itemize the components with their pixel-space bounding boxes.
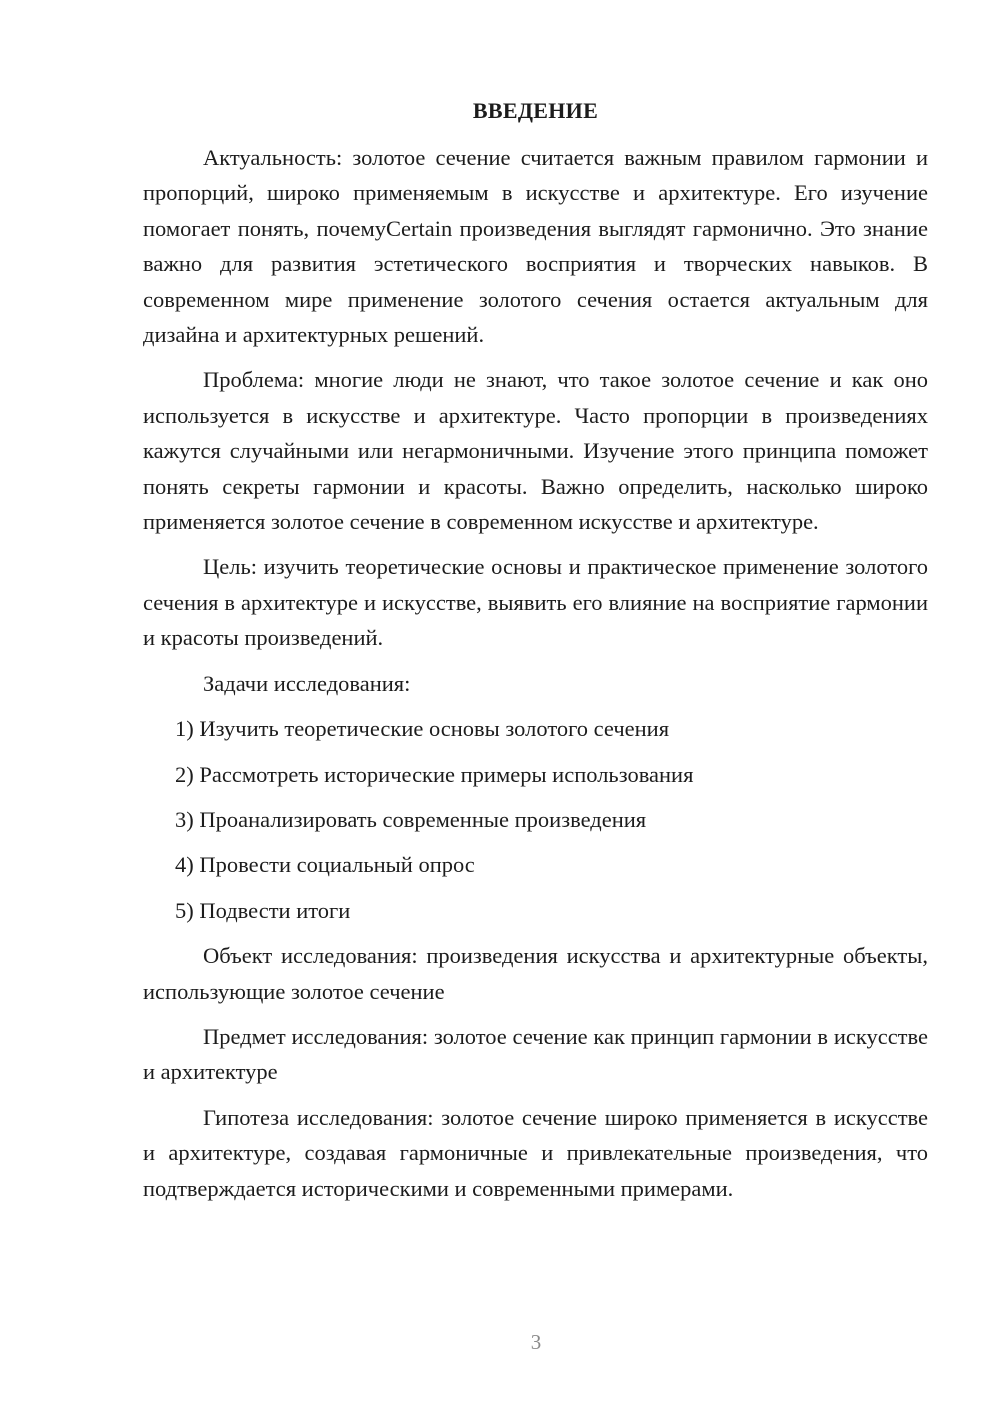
subject-paragraph: Предмет исследования: золотое сечение как принцип гармонии в искусстве и архитектуре: [143, 1023, 928, 1085]
task-item: 5) Подвести итоги: [175, 897, 351, 923]
task-item: 2) Рассмотреть исторические примеры использования: [175, 761, 694, 787]
page-content: [143, 96, 928, 1216]
problem-paragraph: Проблема: многие люди не знают, что такое золотое сечение и как оно используется в искусстве и архитектуре. Часто пропорции в произведениях кажутся случайными или негармоничными. Изучение этого принципа поможет понять секреты гармонии и красоты. Важно определить, насколько широко применяется золотое сечение в современном искусстве и архитектуре.: [143, 367, 928, 535]
page-title: ВВЕДЕНИЕ: [472, 98, 599, 123]
object-paragraph: Объект исследования: произведения искусства и архитектурные объекты, использующие золотое сечение: [143, 943, 928, 1004]
tasks-title: Задачи исследования:: [203, 670, 411, 696]
hypothesis-paragraph: Гипотеза исследования: золотое сечение широко применяется в искусстве и архитектуре, создавая гармоничные и привлекательные произведения, что подтверждается историческими и современными примерами.: [143, 1104, 928, 1201]
task-item: 3) Проанализировать современные произведения: [175, 806, 647, 832]
task-item: 4) Провести социальный опрос: [175, 852, 475, 878]
tasks-list: [143, 711, 928, 928]
task-item: 1) Изучить теоретические основы золотого сечения: [175, 716, 670, 742]
relevance-paragraph: Актуальность: золотое сечение считается важным правилом гармонии и пропорций, широко применяемым в искусстве и архитектуре. Его изучение помогает понять, почемуCertain произведения выглядят гармонично. Это знание важно для развития эстетического восприятия и творческих навыков. В современном мире применение золотого сечения остается актуальным для дизайна и архитектурных решений.: [143, 145, 928, 348]
goal-paragraph: Цель: изучить теоретические основы и практическое применение золотого сечения в архитектуре и искусстве, выявить его влияние на восприятие гармонии и красоты произведений.: [143, 554, 928, 651]
page-number: 3: [530, 1330, 542, 1354]
